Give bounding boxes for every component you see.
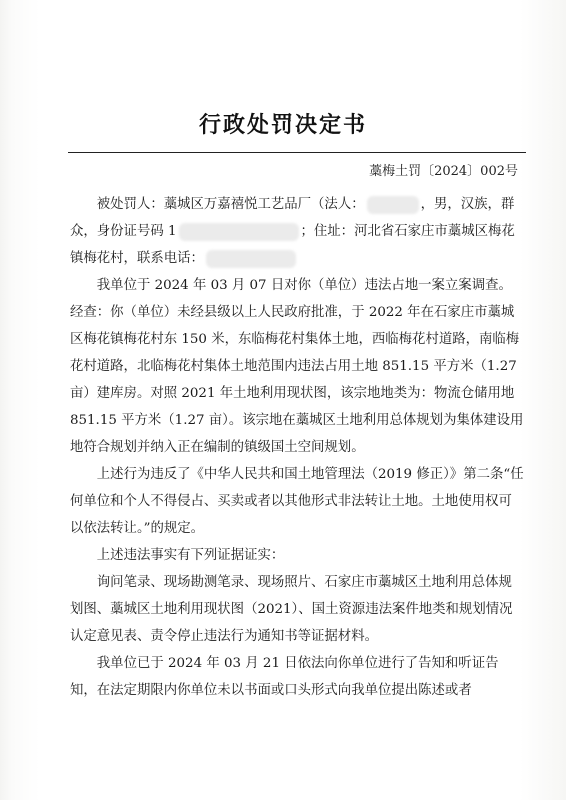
- paragraph-notification: [70, 650, 525, 704]
- paragraph-text: ；住址：河北省石家庄市藁城区梅花镇梅花村，联系电话：: [70, 224, 515, 266]
- paragraph-evidence-intro: [70, 542, 525, 569]
- redacted-id-number: [179, 223, 299, 241]
- paragraph-text: 询问笔录、现场勘测笔录、现场照片、石家庄市藁城区土地利用总体规划图、藁城区土地利用现状图（2021）、国土资源违法案件地类和规划情况认定意见表、责令停止违法行为通知书等证据材料。: [70, 575, 513, 644]
- paragraph-text: 上述行为违反了《中华人民共和国土地管理法（2019 修正）》第二条“任何单位和个人不得侵占、买卖或者以其他形式非法转让土地。土地使用权可以依法转让。”的规定。: [70, 467, 524, 536]
- paragraph-text: 被处罚人：藁城区万嘉禧悦工艺品厂（法人：: [96, 197, 365, 212]
- paragraph-party: [70, 191, 525, 272]
- redacted-name: [367, 196, 419, 214]
- paragraph-evidence-list: [70, 569, 525, 650]
- document-number: 藁梅土罚〔2024〕002号: [369, 164, 518, 179]
- redacted-phone: [206, 250, 296, 268]
- paragraph-text: 上述违法事实有下列证据证实：: [96, 548, 285, 563]
- paragraph-text: 我单位于 2024 年 03 月 07 日对你（单位）违法占地一案立案调查。经查：你（单位）未经县级以上人民政府批准，于 2022 年在石家庄市藁城区梅花镇梅花村东 150 米，东临梅花村集体土地，西临梅花村道路，南临梅花村道路，北临梅花村集体土地范围内违法占用土地 851.15 平方米（1.27 亩）建库房。对照 2021 年土地利用现状图，该宗地地类为：物流仓储用地 851.15 平方米（1.27 亩）。该宗地在藁城区土地利用总体规划为集体建设用地符合规划并纳入正在编制的镇级国土空间规划。: [70, 278, 524, 455]
- paragraph-text: 我单位已于 2024 年 03 月 21 日依法向你单位进行了告知和听证告知，在法定期限内你单位未以书面或口头形式向我单位提出陈述或者: [70, 656, 499, 698]
- document-body: [70, 191, 525, 704]
- title-divider: [68, 152, 526, 153]
- paragraph-investigation: [70, 272, 525, 461]
- paragraph-violation: [70, 461, 525, 542]
- document-title: 行政处罚决定书: [198, 112, 367, 138]
- paragraph-text: ，男，汉族，群众，身份证号码 1: [70, 197, 515, 239]
